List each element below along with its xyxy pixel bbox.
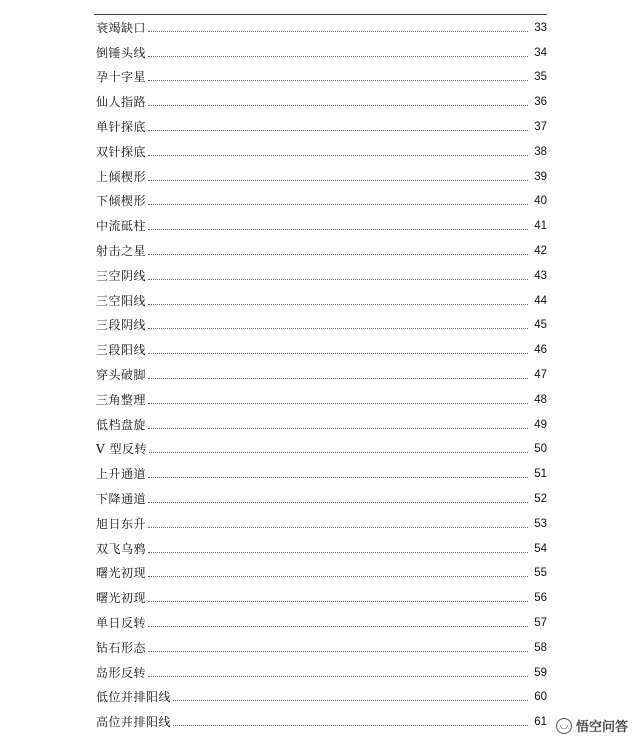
watermark [552, 715, 632, 736]
toc-entry[interactable] [96, 286, 547, 311]
toc-entry[interactable] [96, 484, 547, 509]
toc-entry-title: 三段阴线 [96, 318, 147, 333]
toc-entry[interactable] [96, 137, 547, 162]
toc-entry[interactable] [96, 459, 547, 484]
toc-entry-title: 岛形反转 [96, 665, 147, 680]
dot-leader [148, 626, 528, 627]
toc-entry-title: 钻石形态 [96, 640, 147, 655]
toc-entry-page: 60 [534, 691, 547, 704]
toc-entry-page: 45 [534, 319, 547, 332]
toc-entry[interactable] [96, 63, 547, 88]
toc-entry[interactable] [96, 608, 547, 633]
dot-leader [148, 204, 528, 205]
dot-leader [148, 353, 528, 354]
toc-entry-title: 低档盘旋 [96, 417, 147, 432]
dot-leader [148, 552, 528, 553]
toc-entry-title: 曙光初现 [96, 591, 147, 606]
toc-entry-title: 双飞乌鸦 [96, 541, 147, 556]
toc-entry-title: 上升通道 [96, 467, 147, 482]
toc-entry-page: 42 [534, 244, 547, 257]
toc-entry-page: 39 [534, 170, 547, 183]
toc-entry-page: 50 [534, 443, 547, 456]
wukong-logo-icon: ◡ [556, 718, 572, 734]
toc-entry-page: 57 [534, 616, 547, 629]
toc-entry-page: 40 [534, 195, 547, 208]
toc-entry-title: 上倾楔形 [96, 169, 147, 184]
toc-entry[interactable] [96, 162, 547, 187]
toc-entry[interactable] [96, 261, 547, 286]
toc-entry-title: 旭日东升 [96, 516, 147, 531]
toc-entry[interactable] [96, 335, 547, 360]
toc-entry-title: 孕十字星 [96, 70, 147, 85]
toc-entry-page: 55 [534, 567, 547, 580]
toc-entry-page: 35 [534, 71, 547, 84]
toc-entry-title: V 型反转 [96, 442, 147, 457]
toc-entry[interactable] [96, 360, 547, 385]
dot-leader [148, 403, 528, 404]
toc-entry-page: 36 [534, 96, 547, 109]
toc-entry-page: 49 [534, 418, 547, 431]
dot-leader [173, 700, 528, 701]
toc-entry[interactable] [96, 38, 547, 63]
dot-leader [148, 428, 528, 429]
toc-entry-title: 低位并排阳线 [96, 690, 172, 705]
dot-leader [148, 651, 528, 652]
dot-leader [148, 279, 528, 280]
toc-entry-title: 仙人指路 [96, 95, 147, 110]
toc-entry-title: 三空阳线 [96, 293, 147, 308]
toc-entry[interactable] [96, 187, 547, 212]
toc-entry[interactable] [96, 683, 547, 708]
toc-entry-page: 52 [534, 492, 547, 505]
toc-entry-title: 三段阳线 [96, 343, 147, 358]
toc-entry-title: 倒锤头线 [96, 45, 147, 60]
toc-entry-page: 38 [534, 145, 547, 158]
toc-entry[interactable] [96, 211, 547, 236]
toc-entry-page: 37 [534, 120, 547, 133]
toc-entry[interactable] [96, 311, 547, 336]
toc-entry-title: 高位并排阳线 [96, 715, 172, 730]
toc-entry-title: 穿头破脚 [96, 367, 147, 382]
dot-leader [148, 527, 528, 528]
dot-leader [148, 601, 528, 602]
toc-entry[interactable] [96, 583, 547, 608]
toc-entry-page: 56 [534, 592, 547, 605]
watermark-text: 悟空问答 [575, 720, 628, 735]
toc-entry-page: 47 [534, 368, 547, 381]
dot-leader [148, 477, 528, 478]
dot-leader [149, 452, 528, 453]
toc-entry-page: 53 [534, 517, 547, 530]
toc-entry[interactable] [96, 509, 547, 534]
toc-entry-title: 双针探底 [96, 144, 147, 159]
table-of-contents [96, 13, 547, 732]
toc-entry-page: 43 [534, 269, 547, 282]
toc-entry-title: 单日反转 [96, 615, 147, 630]
dot-leader [173, 725, 528, 726]
toc-entry[interactable] [96, 658, 547, 683]
dot-leader [148, 378, 528, 379]
dot-leader [148, 502, 528, 503]
toc-entry[interactable] [96, 87, 547, 112]
dot-leader [148, 105, 528, 106]
toc-entry-page: 61 [534, 716, 547, 729]
dot-leader [148, 576, 528, 577]
toc-entry[interactable] [96, 385, 547, 410]
toc-entry-page: 51 [534, 468, 547, 481]
toc-entry[interactable] [96, 236, 547, 261]
toc-entry-title: 三空阴线 [96, 268, 147, 283]
dot-leader [148, 130, 528, 131]
dot-leader [148, 31, 528, 32]
dot-leader [148, 229, 528, 230]
dot-leader [148, 304, 528, 305]
dot-leader [148, 180, 528, 181]
toc-entry-page: 33 [534, 21, 547, 34]
toc-entry-page: 44 [534, 294, 547, 307]
toc-entry[interactable] [96, 707, 547, 732]
toc-entry-title: 下倾楔形 [96, 194, 147, 209]
toc-entry[interactable] [96, 559, 547, 584]
toc-entry-title: 下降通道 [96, 491, 147, 506]
dot-leader [148, 676, 528, 677]
toc-entry-page: 46 [534, 344, 547, 357]
toc-entry[interactable] [96, 534, 547, 559]
toc-entry-title: 曙光初现 [96, 566, 147, 581]
dot-leader [148, 155, 528, 156]
dot-leader [148, 254, 528, 255]
dot-leader [148, 328, 528, 329]
dot-leader [148, 56, 528, 57]
toc-entry-title: 单针探底 [96, 119, 147, 134]
toc-entry-page: 34 [534, 46, 547, 59]
toc-entry-page: 58 [534, 641, 547, 654]
toc-entry-page: 59 [534, 666, 547, 679]
toc-entry-page: 48 [534, 393, 547, 406]
toc-entry[interactable] [96, 435, 547, 460]
toc-entry-title: 中流砥柱 [96, 219, 147, 234]
toc-entry-page: 54 [534, 542, 547, 555]
toc-entry-title: 射击之星 [96, 243, 147, 258]
toc-entry-page: 41 [534, 220, 547, 233]
toc-entry[interactable] [96, 112, 547, 137]
toc-entry-title: 三角整理 [96, 392, 147, 407]
dot-leader [148, 80, 528, 81]
toc-entry[interactable] [96, 410, 547, 435]
toc-entry[interactable] [96, 633, 547, 658]
toc-entry-title: 衰竭缺口 [96, 20, 147, 35]
toc-entry[interactable] [96, 13, 547, 38]
